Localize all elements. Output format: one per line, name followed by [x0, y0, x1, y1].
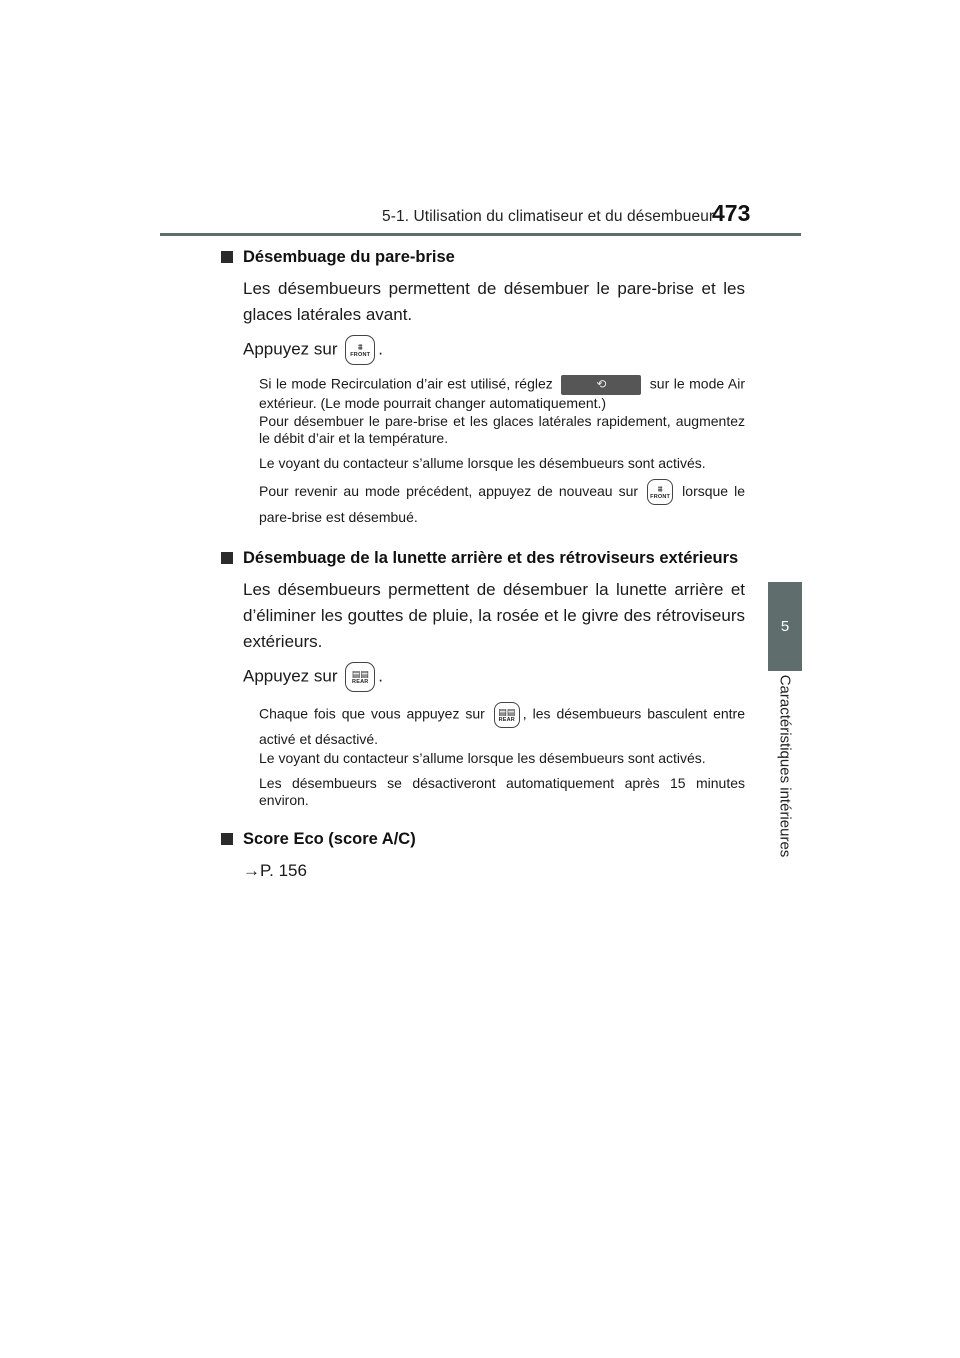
rear-defroster-icon: ▤▤ REAR	[494, 702, 520, 728]
note: Le voyant du contacteur s’allume lorsque les désembueurs sont activés.	[259, 454, 706, 471]
page-reference-link[interactable]: →P. 156	[243, 860, 307, 880]
header-rule	[160, 233, 801, 236]
section-title: Désembuage de la lunette arrière et des rétroviseurs extérieurs	[221, 546, 745, 570]
note: Le voyant du contacteur s’allume lorsque les désembueurs sont activés.	[259, 750, 706, 767]
note: Si le mode Recirculation d’air est utilisé, réglez ⟲ sur le mode Air extérieur. (Le mode pourrait changer automatiquement.) Pour désembuer le pare-brise et les glaces latérales rapidement, augmentez le débit d’air et la température.	[259, 375, 746, 446]
press-instruction: Appuyez sur ▤▤ REAR .	[243, 662, 745, 692]
section-title: Score Eco (score A/C)	[221, 827, 745, 851]
bullet-square-icon	[221, 833, 233, 845]
recirculation-button-icon: ⟲	[561, 375, 641, 395]
section-windshield-defog	[221, 245, 745, 529]
section-title: Désembuage du pare-brise	[221, 245, 745, 269]
front-defroster-icon: ⩩ FRONT	[647, 479, 673, 505]
page-content	[221, 245, 745, 894]
paragraph: Les désembueurs permettent de désembuer la lunette arrière et d’éliminer les gouttes de pluie, la rosée et le givre des rétroviseurs extérieurs.	[243, 580, 745, 652]
rear-defroster-icon: ▤▤ REAR	[345, 662, 375, 692]
header-section-title: 5-1. Utilisation du climatiseur et du désembueur	[382, 208, 715, 225]
bullet-square-icon	[221, 251, 233, 263]
chapter-label: Caractéristiques intérieures	[776, 674, 794, 858]
section-rear-defog	[221, 546, 745, 810]
chapter-number: 5	[780, 618, 790, 635]
press-instruction: Appuyez sur ⩩ FRONT .	[243, 335, 745, 365]
paragraph: Les désembueurs permettent de désembuer le pare-brise et les glaces latérales avant.	[243, 279, 745, 324]
section-eco-score	[221, 827, 745, 884]
bullet-square-icon	[221, 552, 233, 564]
page-number: 473	[712, 200, 751, 226]
note: Chaque fois que vous appuyez sur ▤▤ REAR , les désembueurs basculent entre activé et désactivé.	[259, 702, 745, 750]
note: Pour revenir au mode précédent, appuyez de nouveau sur ⩩ FRONT lorsque le pare-brise est désembué.	[259, 479, 745, 529]
chapter-tab	[768, 582, 802, 671]
front-defroster-icon: ⩩ FRONT	[345, 335, 375, 365]
note: Les désembueurs se désactiveront automatiquement après 15 minutes environ.	[259, 774, 745, 809]
